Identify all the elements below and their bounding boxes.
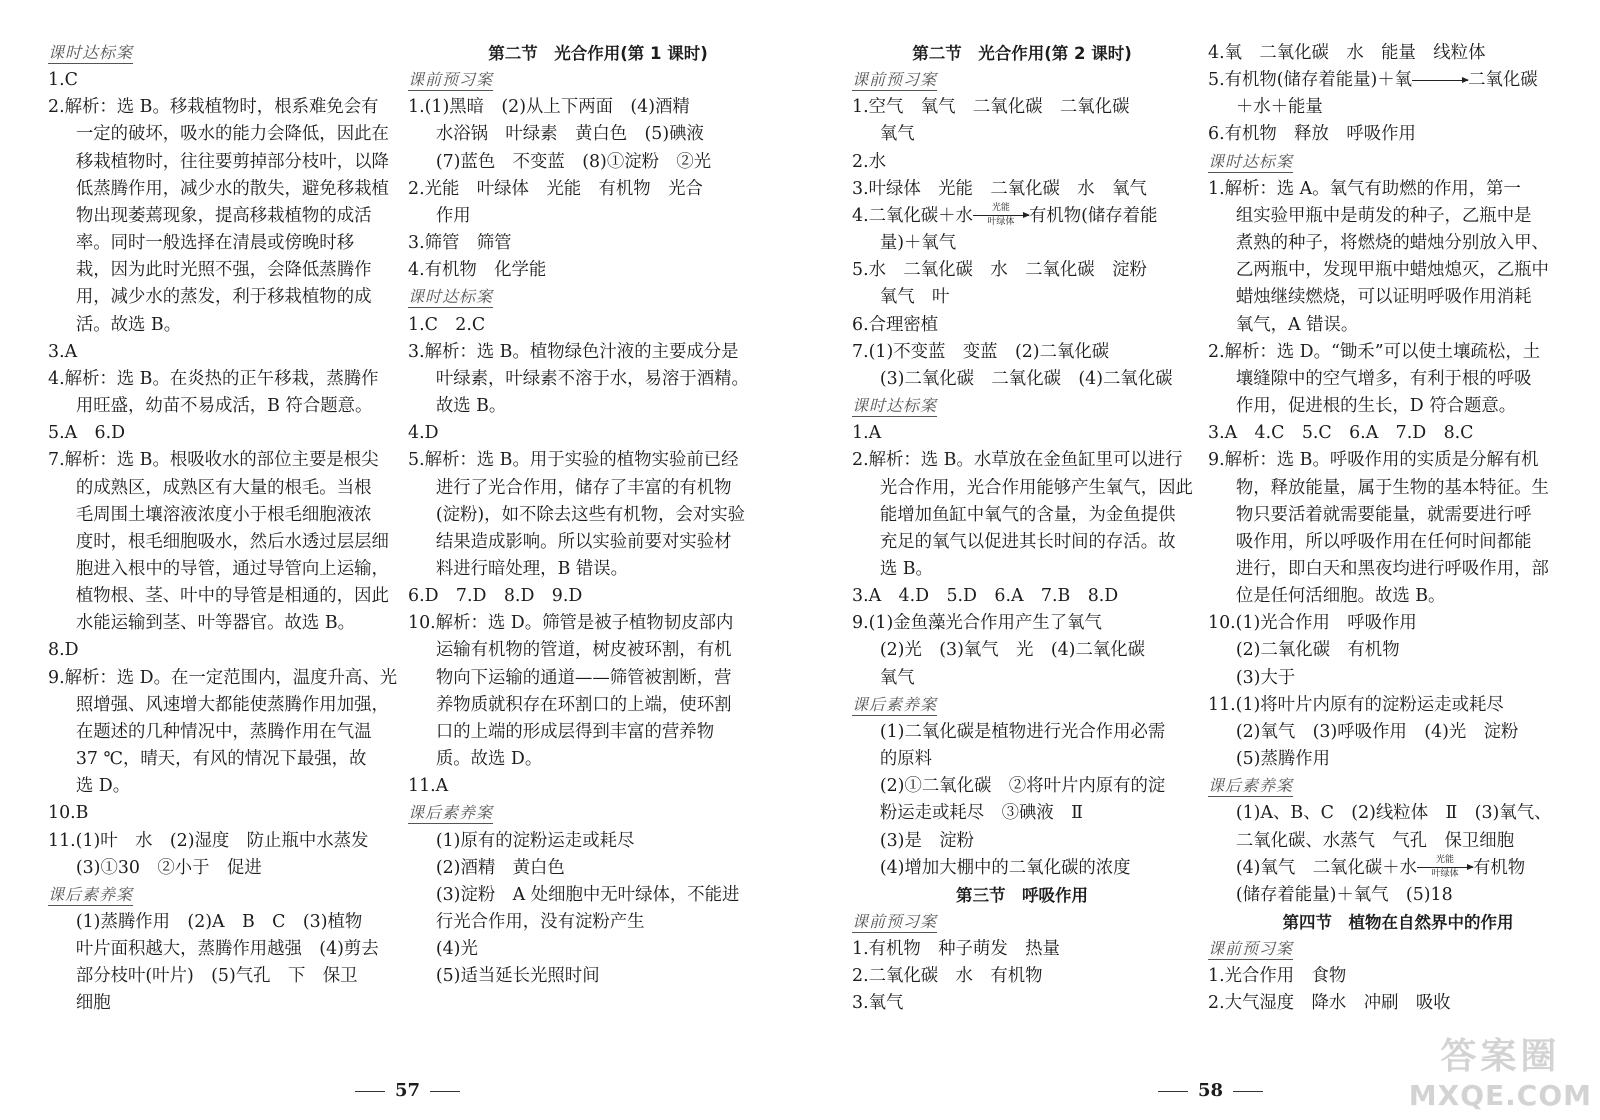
answer-line: 乙两瓶中，发现甲瓶中蜡烛熄灭，乙瓶中 — [1235, 260, 1549, 281]
section-tag: 课时达标案 — [48, 43, 134, 62]
answer-line: 2.水 — [852, 151, 886, 172]
answer-line: 的成熟区，成熟区有大量的根毛。当根 — [75, 477, 372, 498]
answer-line: (1)二氧化碳是植物进行光合作用必需 — [879, 721, 1166, 742]
answer-line: 9.解析：选 B。呼吸作用的实质是分解有机 — [1208, 450, 1539, 471]
equation-right: 有机物 — [1472, 857, 1526, 878]
equation-left: 4.二氧化碳＋水 — [852, 205, 973, 226]
answer-line: (7)蓝色 不变蓝 (8)①淀粉 ②光 — [435, 151, 712, 172]
answer-line: 3.A 4.C 5.C 6.A 7.D 8.C — [1208, 423, 1474, 444]
answer-line: 10.B — [48, 803, 89, 824]
arrow-condition-above: 光能 — [991, 203, 1010, 214]
answer-line: 物，释放能量，属于生物的基本特征。生 — [1235, 477, 1549, 498]
answer-line: 3.氧气 — [852, 993, 904, 1014]
answer-line: 故选 B。 — [435, 396, 507, 417]
answer-line: (4)增加大棚中的二氧化碳的浓度 — [879, 857, 1131, 878]
section-tag: 课前预习案 — [852, 70, 938, 90]
left-page-column-1 — [48, 40, 398, 1018]
section-heading: 第二节 光合作用(第 1 课时) — [488, 44, 708, 63]
answer-line: 7.(1)不变蓝 变蓝 (2)二氧化碳 — [852, 341, 1110, 362]
section-tag-row — [852, 692, 1192, 719]
answer-line: 作用 — [435, 205, 471, 226]
page-number: 58 — [1148, 1080, 1273, 1101]
watermark — [1409, 1028, 1592, 1112]
answer-line: 10.解析：选 D。筛管是被子植物韧皮部内 — [408, 613, 734, 634]
answer-line: 选 B。 — [879, 558, 933, 579]
answer-line: 叶片面积越大，蒸腾作用越强 (4)剪去 — [75, 939, 379, 960]
answer-line: 4.有机物 化学能 — [408, 260, 547, 281]
answer-line: (2)光 (3)氧气 光 (4)二氧化碳 — [879, 640, 1146, 661]
answer-line: 1.C — [48, 70, 78, 91]
arrow-condition-below: 叶绿体 — [987, 217, 1015, 228]
answer-line: 栽，因为此时光照不强，会降低蒸腾作 — [75, 260, 372, 281]
section-tag-row — [1208, 149, 1588, 176]
answer-line: 3.解析：选 B。植物绿色汁液的主要成分是 — [408, 341, 739, 362]
answer-line: 11.A — [408, 776, 449, 797]
answer-line: 6.合理密植 — [852, 314, 939, 335]
equation-line — [1208, 855, 1588, 882]
answer-line: 低蒸腾作用，减少水的散失，避免移栽植 — [75, 178, 389, 199]
equation-right: 二氧化碳 — [1468, 70, 1538, 91]
answer-line: 5.水 二氧化碳 水 二氧化碳 淀粉 — [852, 260, 1147, 281]
answer-line: 2.大气湿度 降水 冲刷 吸收 — [1208, 993, 1451, 1014]
answer-line: 在题述的几种情况中，蒸腾作用在气温 — [75, 721, 372, 742]
answer-line: 作用，促进根的生长，D 符合题意。 — [1235, 396, 1517, 417]
answer-line: 料进行暗处理，B 错误。 — [435, 558, 629, 579]
section-tag-row — [408, 800, 788, 827]
answer-line: 照增强、风速增大都能使蒸腾作用加强， — [75, 694, 389, 715]
answer-line: 结果造成影响。所以实验前要对实验材 — [435, 531, 732, 552]
answer-line: 4.氧 二氧化碳 水 能量 线粒体 — [1208, 43, 1486, 63]
answer-line: 1.解析：选 A。氧气有助燃的作用，第一 — [1208, 178, 1521, 199]
reaction-arrow — [973, 203, 1029, 228]
answer-line: 组实验甲瓶中是萌发的种子，乙瓶中是 — [1235, 205, 1532, 226]
section-tag: 课后素养案 — [408, 803, 494, 823]
answer-line: 二氧化碳、水蒸气 气孔 保卫细胞 — [1235, 830, 1515, 851]
answer-line: 壤缝隙中的空气增多，有利于根的呼吸 — [1235, 368, 1532, 389]
answer-line: 氧气 — [879, 124, 915, 145]
answer-line: (1)A、B、C (2)线粒体 Ⅱ (3)氧气、 — [1235, 803, 1552, 824]
answer-line: 氧气 — [879, 667, 915, 688]
answer-line: 充足的氧气以促进其长时间的存活。故 — [879, 531, 1176, 552]
answer-line: 4.D — [408, 423, 439, 444]
answer-line: 胞进入根中的导管，通过导管向上运输， — [75, 558, 389, 579]
answer-line: 10.(1)光合作用 呼吸作用 — [1208, 613, 1417, 634]
answer-line: 口的上端的形成层得到丰富的营养物 — [435, 721, 715, 742]
arrow-condition-below: 叶绿体 — [1431, 869, 1459, 880]
answer-line: 运输有机物的管道，树皮被环割，有机 — [435, 640, 732, 661]
answer-line: 位是任何活细胞。故选 B。 — [1235, 586, 1446, 607]
answer-line: 8.D — [48, 640, 79, 661]
answer-line: (3)淀粉 A 处细胞中无叶绿体，不能进 — [435, 884, 740, 905]
answer-line: 1.C 2.C — [408, 314, 486, 335]
answer-line: 3.筛管 筛管 — [408, 233, 512, 254]
section-tag-row — [1208, 936, 1588, 963]
watermark-url: MXQE.COM — [1408, 1079, 1592, 1112]
answer-line: 2.二氧化碳 水 有机物 — [852, 966, 1043, 987]
answer-line: 3.A 4.D 5.D 6.A 7.B 8.D — [852, 586, 1119, 607]
answer-line: (储存着能量)＋氧气 (5)18 — [1235, 884, 1453, 905]
answer-line: 度时，根毛细胞吸水，然后水透过层层细 — [75, 531, 389, 552]
answer-line: (5)蒸腾作用 — [1235, 749, 1331, 770]
answer-line: 2.解析：选 B。移栽植物时，根系难免会有 — [48, 97, 379, 118]
answer-line: 毛周围土壤溶液浓度小于根毛细胞液浓 — [75, 504, 372, 525]
section-tag-row — [852, 67, 1192, 94]
answer-line: 细胞 — [75, 993, 111, 1014]
answer-line: 1.A — [852, 423, 882, 444]
answer-line: (3)二氧化碳 二氧化碳 (4)二氧化碳 — [879, 368, 1173, 389]
answer-line: 率。同时一般选择在清晨或傍晚时移 — [75, 233, 355, 254]
answer-line: ＋水＋能量 — [1235, 97, 1323, 118]
reaction-arrow — [1412, 72, 1468, 90]
answer-line: 3.A — [48, 341, 78, 362]
answer-line: (2)①二氧化碳 ②将叶片内原有的淀 — [879, 776, 1166, 797]
answer-line: 部分枝叶(叶片) (5)气孔 下 保卫 — [75, 966, 358, 987]
answer-line: 的原料 — [879, 749, 933, 770]
section-heading: 第四节 植物在自然界中的作用 — [1282, 913, 1514, 932]
answer-line: 能增加鱼缸中氧气的含量，为金鱼提供 — [879, 504, 1176, 525]
page-number: 57 — [345, 1080, 470, 1101]
section-tag: 课时达标案 — [852, 396, 938, 416]
answer-line: 4.解析：选 B。在炎热的正午移栽，蒸腾作 — [48, 368, 379, 389]
answer-line: 用旺盛，幼苗不易成活，B 符合题意。 — [75, 396, 373, 417]
answer-line: 吸作用，所以呼吸作用在任何时间都能 — [1235, 531, 1532, 552]
answer-line: 7.解析：选 B。根吸收水的部位主要是根尖 — [48, 450, 379, 471]
answer-line: 37 ℃，晴天，有风的情况下最强，故 — [75, 749, 367, 770]
answer-line: 物向下运输的通道——筛管被割断，营 — [435, 667, 732, 688]
equation-left: 5.有机物(储存着能量)＋氧 — [1208, 70, 1413, 91]
answer-line: 粉运走或耗尽 ③碘液 Ⅱ — [879, 803, 1083, 824]
section-heading: 第三节 呼吸作用 — [956, 885, 1088, 905]
section-tag: 课时达标案 — [1208, 151, 1294, 171]
answer-line: 移栽植物时，往往要剪掉部分枝叶，以降 — [75, 151, 389, 172]
answer-line: (3)①30 ②小于 促进 — [75, 857, 262, 878]
right-page-column-1 — [852, 40, 1192, 1018]
answer-line: 9.(1)金鱼藻光合作用产生了氧气 — [852, 613, 1102, 634]
section-tag: 课前预习案 — [408, 70, 494, 90]
page-58 — [800, 0, 1600, 1120]
answer-line: 养物质就积存在环割口的上端，使环割 — [435, 694, 732, 715]
answer-line: 1.(1)黑暗 (2)从上下两面 (4)酒精 — [408, 97, 690, 118]
answer-line: (5)适当延长光照时间 — [435, 966, 600, 987]
arrow-condition-above: 光能 — [1435, 855, 1454, 866]
equation-line — [1208, 67, 1588, 94]
answer-line: 选 D。 — [75, 776, 131, 797]
answer-line: (3)大于 — [1235, 667, 1296, 688]
equation-right: 有机物(储存着能 — [1028, 205, 1158, 226]
answer-line: 蜡烛继续燃烧，可以证明呼吸作用消耗 — [1235, 287, 1532, 308]
answer-line: (2)氧气 (3)呼吸作用 (4)光 淀粉 — [1235, 721, 1519, 742]
answer-line: 行光合作用，没有淀粉产生 — [435, 912, 645, 932]
answer-line: 11.(1)将叶片内原有的淀粉运走或耗尽 — [1208, 694, 1504, 715]
answer-line: 进行了光合作用，储存了丰富的有机物 — [435, 477, 732, 498]
section-tag-row — [852, 393, 1192, 420]
section-tag-row — [48, 882, 388, 909]
answer-line: 1.空气 氧气 二氧化碳 二氧化碳 — [852, 97, 1130, 118]
answer-line: 2.解析：选 B。水草放在金鱼缸里可以进行 — [852, 450, 1183, 471]
answer-line: 活。故选 B。 — [75, 314, 182, 335]
answer-line: 5.A 6.D — [48, 423, 126, 444]
section-heading: 第二节 光合作用(第 2 课时) — [912, 44, 1132, 63]
section-tag-row — [408, 67, 788, 94]
answer-line: 6.有机物 释放 呼吸作用 — [1208, 124, 1416, 145]
watermark-text: 答案圈 — [1440, 1036, 1561, 1077]
answer-line: 5.解析：选 B。用于实验的植物实验前已经 — [408, 450, 739, 471]
answer-line: 物只要活着就需要能量，就需要进行呼 — [1235, 504, 1532, 525]
answer-line: 叶绿素，叶绿素不溶于水，易溶于酒精。 — [435, 368, 749, 389]
answer-line: 3.叶绿体 光能 二氧化碳 水 氧气 — [852, 178, 1147, 199]
equation-left: (4)氧气 二氧化碳＋水 — [1235, 857, 1417, 878]
section-tag-row — [1208, 773, 1588, 800]
section-tag-row — [852, 909, 1192, 936]
answer-line: 9.解析：选 D。在一定范围内，温度升高、光 — [48, 667, 398, 688]
answer-line: (4)光 — [435, 939, 478, 960]
answer-line: 光合作用，光合作用能够产生氧气，因此 — [879, 477, 1193, 498]
section-tag: 课后素养案 — [48, 884, 134, 904]
equation-line — [852, 203, 1192, 230]
answer-line: 量)＋氧气 — [879, 233, 957, 254]
answer-line: 煮熟的种子，将燃烧的蜡烛分别放入甲、 — [1235, 233, 1549, 254]
answer-line: 进行，即白天和黑夜均进行呼吸作用，部 — [1235, 558, 1549, 579]
section-tag: 课前预习案 — [852, 912, 938, 931]
answer-line: 1.光合作用 食物 — [1208, 966, 1347, 987]
answer-line: 2.光能 叶绿体 光能 有机物 光合 — [408, 178, 703, 199]
answer-line: 水浴锅 叶绿素 黄白色 (5)碘液 — [435, 124, 704, 145]
answer-line: 11.(1)叶 水 (2)湿度 防止瓶中水蒸发 — [48, 830, 369, 851]
answer-line: 用，减少水的蒸发，利于移栽植物的成 — [75, 287, 372, 308]
answer-line: 物出现萎蔫现象，提高移栽植物的成活 — [75, 205, 372, 226]
section-tag: 课时达标案 — [408, 287, 494, 307]
reaction-arrow — [1417, 855, 1473, 880]
section-tag-row — [48, 40, 388, 67]
answer-line: (1)蒸腾作用 (2)A B C (3)植物 — [75, 912, 363, 932]
section-tag: 课后素养案 — [852, 694, 938, 714]
answer-line: 氧气，A 错误。 — [1235, 314, 1359, 335]
answer-line: 6.D 7.D 8.D 9.D — [408, 586, 583, 607]
answer-line: 水能运输到茎、叶等器官。故选 B。 — [75, 613, 355, 634]
answer-line: 氧气 叶 — [879, 287, 950, 308]
answer-line: (1)原有的淀粉运走或耗尽 — [435, 830, 635, 851]
answer-line: 2.解析：选 D。“锄禾”可以使土壤疏松，土 — [1208, 341, 1541, 362]
section-tag-row — [408, 284, 788, 311]
answer-line: (3)是 淀粉 — [879, 830, 975, 851]
answer-line: (2)二氧化碳 有机物 — [1235, 640, 1400, 661]
left-page-column-2 — [408, 40, 788, 990]
right-page-column-2 — [1208, 40, 1588, 1018]
answer-line: (淀粉)，如不除去这些有机物，会对实验 — [435, 504, 746, 525]
section-tag: 课前预习案 — [1208, 939, 1294, 959]
answer-line: 质。故选 D。 — [435, 749, 543, 770]
answer-line: 一定的破坏，吸水的能力会降低，因此在 — [75, 124, 389, 145]
answer-line: (2)酒精 黄白色 — [435, 857, 565, 878]
section-tag: 课后素养案 — [1208, 776, 1294, 796]
answer-line: 1.有机物 种子萌发 热量 — [852, 939, 1060, 960]
answer-line: 植物根、茎、叶中的导管是相通的，因此 — [75, 586, 389, 607]
